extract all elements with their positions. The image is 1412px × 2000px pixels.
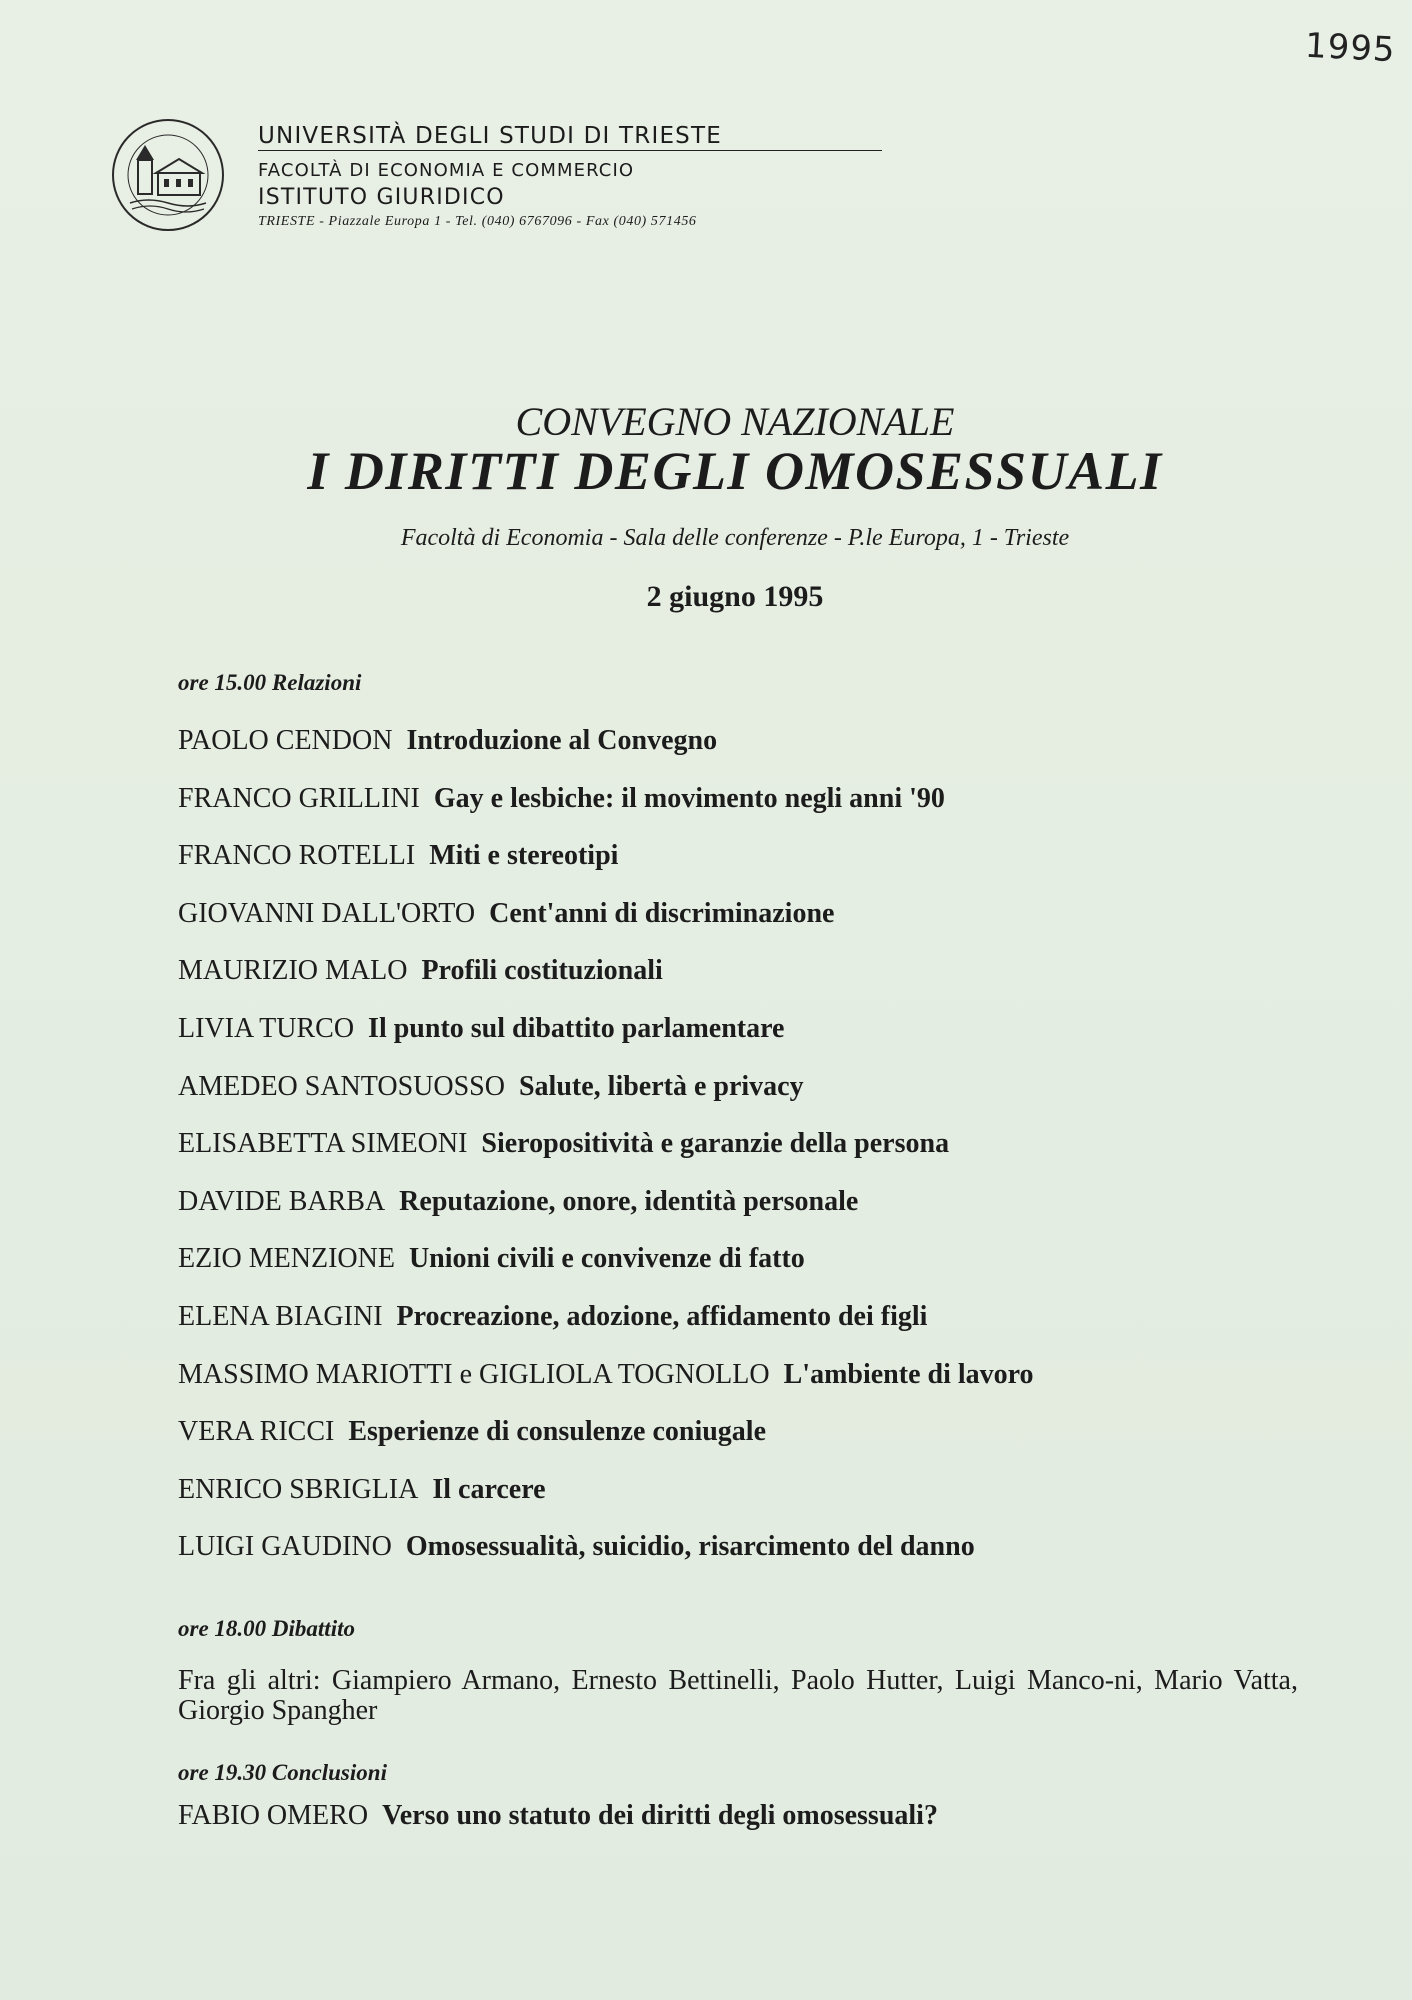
talk-title: Il punto sul dibattito parlamentare [368,1012,785,1044]
event-title: I DIRITTI DEGLI OMOSESSUALI [307,441,1163,501]
talk-title: Reputazione, onore, identità personale [399,1185,859,1217]
talk-speaker: VERA RICCI [178,1416,335,1448]
talk-title: Procreazione, adozione, affidamento dei figli [396,1300,928,1332]
institute-address: TRIESTE - Piazzale Europa 1 - Tel. (040) 6767096 - Fax (040) 571456 [258,214,697,229]
institute-name: ISTITUTO GIURIDICO [258,185,505,210]
closing-talk [178,1800,938,1832]
talk-speaker: EZIO MENZIONE [178,1243,395,1275]
event-venue: Facoltà di Economia - Sala delle conferenze - P.le Europa, 1 - Trieste [400,525,1070,551]
talk-speaker: FRANCO ROTELLI [178,840,416,872]
faculty-name: FACOLTÀ DI ECONOMIA E COMMERCIO [258,160,635,181]
talk-title: Profili costituzionali [421,955,663,987]
talk-title: Sieropositività e garanzie della persona [481,1128,950,1160]
talk-title: Il carcere [432,1473,546,1505]
talk-item [178,1121,1034,1179]
talk-speaker: MASSIMO MARIOTTI e GIGLIOLA TOGNOLLO [178,1358,770,1390]
talk-title: Gay e lesbiche: il movimento negli anni '90 [433,782,945,814]
talk-speaker: LUIGI GAUDINO [178,1531,392,1563]
session-dibattito-heading: ore 18.00 Dibattito [178,1616,355,1641]
talk-speaker: MAURIZIO MALO [178,955,408,987]
talk-item [178,1006,1034,1064]
talk-speaker: GIOVANNI DALL'ORTO [178,897,476,929]
talk-item [178,891,1034,949]
talk-title: Cent'anni di discriminazione [489,897,835,929]
session-conclusioni-heading: ore 19.30 Conclusioni [178,1760,387,1785]
talk-item [178,1294,1034,1352]
talk-item [178,948,1034,1006]
talk-speaker: FRANCO GRILLINI [178,782,420,814]
university-seal-logo [108,115,228,235]
debate-participants: Fra gli altri: Giampiero Armano, Ernesto Bettinelli, Paolo Hutter, Luigi Manco-ni, Mario Vatta, Giorgio Spangher [178,1665,1298,1726]
event-date: 2 giugno 1995 [646,580,824,613]
talk-speaker: AMEDEO SANTOSUOSSO [178,1070,505,1102]
talk-item [178,1352,1034,1410]
talk-speaker: ELENA BIAGINI [178,1300,383,1332]
talk-item [178,1524,1034,1582]
talk-item [178,718,1034,776]
talk-title: Salute, libertà e privacy [518,1070,804,1102]
handwritten-year-note: 1995 [1304,25,1397,71]
talk-speaker: PAOLO CENDON [178,725,393,756]
university-name: UNIVERSITÀ DEGLI STUDI DI TRIESTE [258,122,882,151]
talk-speaker: ELISABETTA SIMEONI [178,1128,468,1160]
event-kind: CONVEGNO NAZIONALE [515,399,955,444]
talk-item [178,776,1034,834]
talk-title: Unioni civili e convivenze di fatto [408,1243,805,1275]
talk-item [178,1064,1034,1122]
talk-title: Esperienze di consulenze coniugale [348,1416,767,1448]
talk-item [178,1409,1034,1467]
closing-speaker: FABIO OMERO [178,1800,369,1831]
talk-title: Omosessualità, suicidio, risarcimento del danno [405,1531,975,1563]
talk-speaker: ENRICO SBRIGLIA [178,1473,419,1505]
talk-item [178,833,1034,891]
session-relazioni-heading: ore 15.00 Relazioni [178,670,362,695]
talk-title: L'ambiente di lavoro [783,1358,1034,1390]
letterhead [258,122,882,233]
talk-item [178,1236,1034,1294]
talk-item [178,1179,1034,1237]
talk-speaker: DAVIDE BARBA [178,1185,386,1217]
talk-title: Miti e stereotipi [429,840,619,872]
talk-item [178,1467,1034,1525]
talks-list [178,718,1034,1582]
talk-speaker: LIVIA TURCO [178,1012,355,1044]
closing-title: Verso uno statuto dei diritti degli omosessuali? [382,1800,938,1831]
talk-title: Introduzione al Convegno [406,725,718,756]
